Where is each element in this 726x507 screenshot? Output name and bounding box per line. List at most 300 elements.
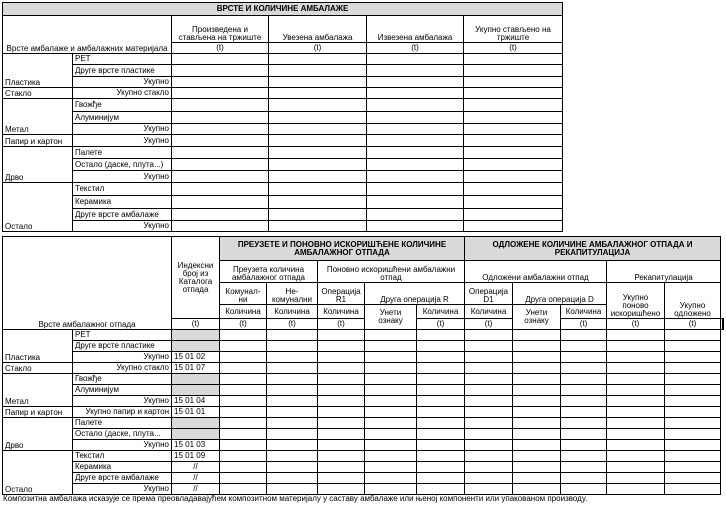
data-cell[interactable] <box>318 341 365 352</box>
data-cell[interactable] <box>465 484 513 495</box>
quantity-label: Количина <box>465 305 513 319</box>
data-cell[interactable] <box>318 473 365 484</box>
data-cell[interactable] <box>513 385 561 396</box>
data-cell[interactable] <box>367 65 464 77</box>
data-cell[interactable] <box>607 341 665 352</box>
recovered-waste-header: Поновно искоришћени амбалажни отпад <box>318 261 465 283</box>
data-cell[interactable] <box>267 352 318 363</box>
data-cell[interactable] <box>318 374 365 385</box>
data-cell[interactable] <box>665 473 721 484</box>
data-cell[interactable] <box>607 418 665 429</box>
data-cell[interactable] <box>267 385 318 396</box>
data-cell[interactable] <box>417 374 465 385</box>
other-operation-r-header: Друга операција R <box>365 283 465 305</box>
data-cell[interactable] <box>513 352 561 363</box>
unit-label: (t) <box>417 319 465 330</box>
total-label: Укупно <box>73 440 172 451</box>
data-cell[interactable] <box>464 159 563 171</box>
data-cell[interactable] <box>365 330 417 341</box>
data-cell[interactable] <box>665 396 721 407</box>
data-cell[interactable] <box>464 65 563 77</box>
data-cell[interactable] <box>269 54 367 65</box>
data-cell[interactable] <box>465 451 513 462</box>
unit-label: (t) <box>465 319 513 330</box>
item-label: PET <box>73 54 172 65</box>
data-cell[interactable] <box>318 484 365 495</box>
unit-label: (t) <box>561 319 607 330</box>
group-ostalo: Остало <box>3 451 73 495</box>
data-cell[interactable] <box>665 341 721 352</box>
unit-label: (t) <box>269 43 367 54</box>
total-label: Укупно <box>73 171 172 183</box>
data-cell[interactable] <box>365 429 417 440</box>
data-cell[interactable] <box>172 209 269 221</box>
waste-code: 15 01 04 <box>172 396 220 407</box>
disposed-waste-header: Одложени амбалажни отпад <box>465 261 607 283</box>
data-cell[interactable] <box>172 65 269 77</box>
total-label: Укупно <box>73 396 172 407</box>
waste-code: 15 01 02 <box>172 352 220 363</box>
data-cell[interactable] <box>267 462 318 473</box>
data-cell[interactable] <box>220 374 267 385</box>
data-cell[interactable] <box>607 484 665 495</box>
data-cell[interactable] <box>513 462 561 473</box>
data-cell[interactable] <box>220 330 267 341</box>
code-cell <box>172 429 220 440</box>
data-cell[interactable] <box>465 440 513 451</box>
data-cell[interactable] <box>172 171 269 183</box>
data-cell[interactable] <box>220 341 267 352</box>
data-cell[interactable] <box>172 147 269 159</box>
unit-label: (t) <box>367 43 464 54</box>
group-papir: Папир и картон <box>3 407 73 418</box>
data-cell[interactable] <box>269 99 367 112</box>
data-cell[interactable] <box>561 352 607 363</box>
data-cell[interactable] <box>465 385 513 396</box>
table2-row-header: Врсте амбалажног отпада <box>3 237 172 330</box>
waste-code: 15 01 07 <box>172 363 220 374</box>
data-cell[interactable] <box>267 451 318 462</box>
data-cell[interactable] <box>513 374 561 385</box>
quantity-label: Количина <box>267 305 318 319</box>
data-cell[interactable] <box>465 396 513 407</box>
data-cell[interactable] <box>269 77 367 88</box>
unit-label: (t) <box>464 43 563 54</box>
data-cell[interactable] <box>417 484 465 495</box>
unit-label: (t) <box>267 319 318 330</box>
data-cell[interactable] <box>367 135 464 147</box>
data-cell[interactable] <box>367 196 464 209</box>
data-cell[interactable] <box>464 112 563 124</box>
data-cell[interactable] <box>269 159 367 171</box>
data-cell[interactable] <box>513 341 561 352</box>
data-cell[interactable] <box>367 112 464 124</box>
data-cell[interactable] <box>561 374 607 385</box>
data-cell[interactable] <box>465 418 513 429</box>
data-cell[interactable] <box>267 396 318 407</box>
data-cell[interactable] <box>269 65 367 77</box>
total-label: Укупно <box>73 352 172 363</box>
unit-label <box>722 319 724 330</box>
other-operation-d-header: Друга операција D <box>513 283 607 305</box>
data-cell[interactable] <box>607 396 665 407</box>
data-cell[interactable] <box>513 396 561 407</box>
data-cell[interactable] <box>172 54 269 65</box>
unit-label: (t) <box>607 319 665 330</box>
data-cell[interactable] <box>365 440 417 451</box>
data-cell[interactable] <box>665 352 721 363</box>
data-cell[interactable] <box>220 407 267 418</box>
data-cell[interactable] <box>269 196 367 209</box>
data-cell[interactable] <box>172 99 269 112</box>
data-cell[interactable] <box>417 396 465 407</box>
data-cell[interactable] <box>318 396 365 407</box>
data-cell[interactable] <box>464 77 563 88</box>
data-cell[interactable] <box>367 183 464 196</box>
data-cell[interactable] <box>267 418 318 429</box>
total-label: Укупно папир и картон <box>73 407 172 418</box>
data-cell[interactable] <box>367 159 464 171</box>
data-cell[interactable] <box>220 352 267 363</box>
data-cell[interactable] <box>267 374 318 385</box>
group-staklo: Стакло <box>3 88 73 99</box>
item-label: Керамика <box>73 196 172 209</box>
col-imported: Увезена амбалажа <box>269 16 367 43</box>
data-cell[interactable] <box>267 440 318 451</box>
item-label: Друге врсте амбалаже <box>73 473 172 484</box>
data-cell[interactable] <box>607 429 665 440</box>
non-municipal-header: Не-комунални <box>267 283 318 305</box>
data-cell[interactable] <box>220 396 267 407</box>
total-label: Укупно <box>73 221 172 232</box>
data-cell[interactable] <box>318 418 365 429</box>
total-recovered-header: Укупно поново искоришћено <box>607 283 665 319</box>
data-cell[interactable] <box>267 407 318 418</box>
data-cell[interactable] <box>367 221 464 232</box>
data-cell[interactable] <box>561 407 607 418</box>
data-cell[interactable] <box>417 363 465 374</box>
item-label: Палете <box>73 418 172 429</box>
data-cell[interactable] <box>365 363 417 374</box>
data-cell[interactable] <box>607 385 665 396</box>
data-cell[interactable] <box>561 396 607 407</box>
data-cell[interactable] <box>464 171 563 183</box>
data-cell[interactable] <box>417 385 465 396</box>
data-cell[interactable] <box>318 330 365 341</box>
waste-code: // <box>172 484 220 495</box>
item-label: Текстил <box>73 183 172 196</box>
data-cell[interactable] <box>172 112 269 124</box>
unit-label: (t) <box>220 319 267 330</box>
data-cell[interactable] <box>464 147 563 159</box>
data-cell[interactable] <box>561 330 607 341</box>
data-cell[interactable] <box>318 462 365 473</box>
data-cell[interactable] <box>269 221 367 232</box>
data-cell[interactable] <box>464 99 563 112</box>
data-cell[interactable] <box>607 440 665 451</box>
group-metal: Метал <box>3 374 73 407</box>
data-cell[interactable] <box>464 124 563 135</box>
section-recovered-header: ПРЕУЗЕТЕ И ПОНОВНО ИСКОРИШЋЕНЕ КОЛИЧИНЕ АМБАЛАЖНОГ ОТПАДА <box>220 237 465 261</box>
data-cell[interactable] <box>665 451 721 462</box>
data-cell[interactable] <box>269 135 367 147</box>
data-cell[interactable] <box>417 451 465 462</box>
quantity-label: Количина <box>220 305 267 319</box>
data-cell[interactable] <box>665 484 721 495</box>
data-cell[interactable] <box>365 484 417 495</box>
waste-code: // <box>172 473 220 484</box>
data-cell[interactable] <box>318 440 365 451</box>
data-cell[interactable] <box>561 429 607 440</box>
data-cell[interactable] <box>365 385 417 396</box>
data-cell[interactable] <box>367 77 464 88</box>
operation-d1-header: Операција D1 <box>465 283 513 305</box>
code-cell <box>172 374 220 385</box>
data-cell[interactable] <box>513 429 561 440</box>
data-cell[interactable] <box>607 407 665 418</box>
data-cell[interactable] <box>267 484 318 495</box>
item-label: Гвожђе <box>73 374 172 385</box>
data-cell[interactable] <box>513 451 561 462</box>
data-cell[interactable] <box>220 363 267 374</box>
data-cell[interactable] <box>367 99 464 112</box>
data-cell[interactable] <box>513 440 561 451</box>
data-cell[interactable] <box>365 418 417 429</box>
unit-label: (t) <box>665 319 721 330</box>
data-cell[interactable] <box>220 440 267 451</box>
operation-r1-header: Операција R1 <box>318 283 365 305</box>
data-cell[interactable] <box>464 183 563 196</box>
total-disposed-header: Укупно одложено <box>665 283 721 319</box>
table1-title: ВРСТЕ И КОЛИЧИНЕ АМБАЛАЖЕ <box>3 3 563 16</box>
data-cell[interactable] <box>665 330 721 341</box>
item-label: Текстил <box>73 451 172 462</box>
data-cell[interactable] <box>665 374 721 385</box>
data-cell[interactable] <box>607 352 665 363</box>
data-cell[interactable] <box>513 418 561 429</box>
data-cell[interactable] <box>417 462 465 473</box>
data-cell[interactable] <box>318 352 365 363</box>
data-cell[interactable] <box>561 385 607 396</box>
data-cell[interactable] <box>269 112 367 124</box>
data-cell[interactable] <box>318 429 365 440</box>
data-cell[interactable] <box>417 341 465 352</box>
data-cell[interactable] <box>365 462 417 473</box>
code-cell <box>172 418 220 429</box>
data-cell[interactable] <box>464 209 563 221</box>
group-drvo: Дрво <box>3 418 73 451</box>
data-cell[interactable] <box>607 473 665 484</box>
data-cell[interactable] <box>464 221 563 232</box>
data-cell[interactable] <box>267 330 318 341</box>
index-number-header: Индексни број из Каталога отпада <box>172 237 220 319</box>
data-cell[interactable] <box>561 363 607 374</box>
data-cell[interactable] <box>365 451 417 462</box>
section-disposed-header: ОДЛОЖЕНЕ КОЛИЧИНЕ АМБАЛАЖНОГ ОТПАДА И РЕКАПИТУЛАЦИЈА <box>465 237 721 261</box>
data-cell[interactable] <box>465 341 513 352</box>
code-cell <box>172 341 220 352</box>
data-cell[interactable] <box>172 88 269 99</box>
data-cell[interactable] <box>417 407 465 418</box>
item-label: Керамика <box>73 462 172 473</box>
packaging-types-table <box>2 2 563 232</box>
data-cell[interactable] <box>367 124 464 135</box>
item-label: Гвожђе <box>73 99 172 112</box>
data-cell[interactable] <box>465 374 513 385</box>
data-cell[interactable] <box>607 462 665 473</box>
data-cell[interactable] <box>665 385 721 396</box>
unit-label: (t) <box>172 319 220 330</box>
group-ostalo: Остало <box>3 183 73 232</box>
data-cell[interactable] <box>220 418 267 429</box>
data-cell[interactable] <box>561 462 607 473</box>
data-cell[interactable] <box>561 473 607 484</box>
item-label: Палете <box>73 147 172 159</box>
data-cell[interactable] <box>464 54 563 65</box>
data-cell[interactable] <box>561 440 607 451</box>
data-cell[interactable] <box>513 484 561 495</box>
waste-code: 15 01 03 <box>172 440 220 451</box>
data-cell[interactable] <box>607 374 665 385</box>
data-cell[interactable] <box>665 418 721 429</box>
data-cell[interactable] <box>269 147 367 159</box>
data-cell[interactable] <box>465 363 513 374</box>
data-cell[interactable] <box>365 407 417 418</box>
unit-label: (t) <box>318 319 365 330</box>
collected-waste-header: Преузета количина амбалажног отпада <box>220 261 318 283</box>
data-cell[interactable] <box>220 451 267 462</box>
data-cell[interactable] <box>220 429 267 440</box>
data-cell[interactable] <box>365 374 417 385</box>
data-cell[interactable] <box>607 363 665 374</box>
data-cell[interactable] <box>365 352 417 363</box>
data-cell[interactable] <box>367 88 464 99</box>
data-cell[interactable] <box>417 473 465 484</box>
data-cell[interactable] <box>220 385 267 396</box>
item-label: PET <box>73 330 172 341</box>
data-cell[interactable] <box>318 407 365 418</box>
data-cell[interactable] <box>513 407 561 418</box>
data-cell[interactable] <box>172 135 269 147</box>
col-exported: Извезена амбалажа <box>367 16 464 43</box>
data-cell[interactable] <box>513 363 561 374</box>
data-cell[interactable] <box>318 363 365 374</box>
data-cell[interactable] <box>269 124 367 135</box>
data-cell[interactable] <box>465 429 513 440</box>
data-cell[interactable] <box>464 88 563 99</box>
data-cell[interactable] <box>417 440 465 451</box>
item-label: Остало (даске, плута... <box>73 429 172 440</box>
group-plastika: Пластика <box>3 330 73 363</box>
data-cell[interactable] <box>220 473 267 484</box>
data-cell[interactable] <box>269 183 367 196</box>
data-cell[interactable] <box>561 451 607 462</box>
total-label: Укупно стакло <box>73 88 172 99</box>
data-cell[interactable] <box>365 341 417 352</box>
data-cell[interactable] <box>464 135 563 147</box>
data-cell[interactable] <box>513 330 561 341</box>
data-cell[interactable] <box>172 183 269 196</box>
data-cell[interactable] <box>267 429 318 440</box>
data-cell[interactable] <box>318 385 365 396</box>
item-label: Друге врсте пластике <box>73 341 172 352</box>
group-metal: Метал <box>3 99 73 135</box>
waste-code: 15 01 09 <box>172 451 220 462</box>
data-cell[interactable] <box>561 418 607 429</box>
data-cell[interactable] <box>465 462 513 473</box>
data-cell[interactable] <box>465 473 513 484</box>
data-cell[interactable] <box>665 363 721 374</box>
data-cell[interactable] <box>417 330 465 341</box>
unit-label: (t) <box>172 43 269 54</box>
quantity-label: Количина <box>417 305 465 319</box>
data-cell[interactable] <box>172 124 269 135</box>
group-drvo: Дрво <box>3 147 73 183</box>
data-cell[interactable] <box>367 147 464 159</box>
data-cell[interactable] <box>269 209 367 221</box>
data-cell[interactable] <box>465 407 513 418</box>
data-cell[interactable] <box>561 484 607 495</box>
data-cell[interactable] <box>513 473 561 484</box>
total-label: Укупно <box>73 77 172 88</box>
data-cell[interactable] <box>465 330 513 341</box>
data-cell[interactable] <box>561 341 607 352</box>
waste-code: 15 01 01 <box>172 407 220 418</box>
data-cell[interactable] <box>267 473 318 484</box>
data-cell[interactable] <box>267 363 318 374</box>
data-cell[interactable] <box>417 352 465 363</box>
total-label: Укупно <box>73 484 172 495</box>
packaging-waste-table <box>2 236 724 495</box>
enter-code-label: Унети ознаку <box>513 305 561 330</box>
data-cell[interactable] <box>365 473 417 484</box>
data-cell[interactable] <box>365 396 417 407</box>
data-cell[interactable] <box>367 171 464 183</box>
total-label: Укупно стакло <box>73 363 172 374</box>
data-cell[interactable] <box>269 171 367 183</box>
data-cell[interactable] <box>464 196 563 209</box>
data-cell[interactable] <box>172 196 269 209</box>
group-papir: Папир и картон <box>3 135 73 147</box>
data-cell[interactable] <box>220 484 267 495</box>
data-cell[interactable] <box>607 330 665 341</box>
data-cell[interactable] <box>220 462 267 473</box>
data-cell[interactable] <box>665 462 721 473</box>
data-cell[interactable] <box>417 418 465 429</box>
data-cell[interactable] <box>367 209 464 221</box>
data-cell[interactable] <box>318 451 365 462</box>
data-cell[interactable] <box>172 221 269 232</box>
item-label: Алуминијум <box>73 385 172 396</box>
item-label: Друге врсте пластике <box>73 65 172 77</box>
data-cell[interactable] <box>172 159 269 171</box>
quantity-label: Количина <box>318 305 365 319</box>
col-total-market: Укупно стављено на тржиште <box>464 16 563 43</box>
data-cell[interactable] <box>367 54 464 65</box>
data-cell[interactable] <box>267 341 318 352</box>
data-cell[interactable] <box>172 77 269 88</box>
item-label: Остало (даске, плута...) <box>73 159 172 171</box>
group-staklo: Стакло <box>3 363 73 374</box>
data-cell[interactable] <box>665 440 721 451</box>
data-cell[interactable] <box>465 352 513 363</box>
data-cell[interactable] <box>417 429 465 440</box>
data-cell[interactable] <box>607 451 665 462</box>
data-cell[interactable] <box>665 407 721 418</box>
data-cell[interactable] <box>269 88 367 99</box>
item-label: Алуминијум <box>73 112 172 124</box>
data-cell[interactable] <box>665 429 721 440</box>
